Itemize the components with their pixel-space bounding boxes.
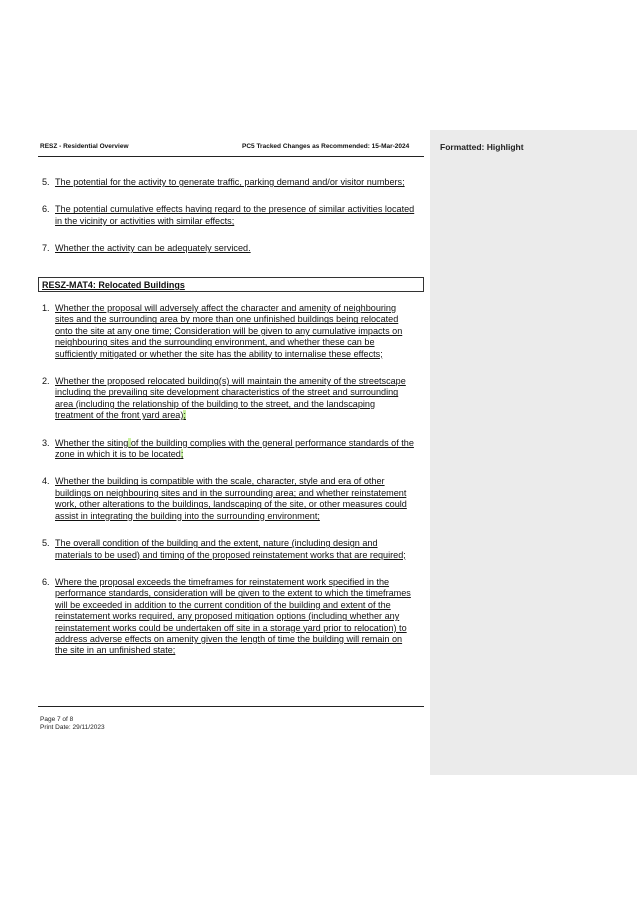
relocated-buildings-list [40, 303, 415, 657]
header-right: PC5 Tracked Changes as Recommended: 15-Mar-2024 [242, 143, 410, 150]
footer-rule [38, 706, 424, 707]
header-rule [38, 156, 424, 157]
page-number: Page 7 of 8 [40, 716, 74, 723]
list-item: 5. The potential for the activity to generate traffic, parking demand and/or visitor numbers; [42, 177, 405, 187]
list-item: 4. Whether the building is compatible with the scale, character, style and era of other buildings on neighbouring sites and in the surrounding area; and whether reinstatement work, other alterations to the buildings, landscaping of the site, or other measures could assist in integrating the building into the surrounding environment; [42, 476, 407, 521]
highlight-mark: ; [180, 449, 184, 460]
list-item: 5. The overall condition of the building and the extent, nature (including design and materials to be used) and timing of the proposed reinstatement works that are required; [42, 538, 406, 560]
list-item: 3. Whether the siting of the building complies with the general performance standards of the zone in which it is to be located; [42, 437, 414, 460]
header-left: RESZ - Residential Overview [40, 143, 129, 150]
section-title: RESZ-MAT4: Relocated Buildings [42, 280, 185, 290]
page-footer [40, 716, 105, 732]
list-item: 2. Whether the proposed relocated building(s) will maintain the amenity of the streetscape including the prevailing site development characteristics of the street and surrounding area (including the relationship of the building to the street, and the landscaping treatment of the front yard area); [42, 376, 406, 421]
list-item: 6. The potential cumulative effects having regard to the presence of similar activities located in the vicinity or activities with similar effects; [42, 204, 415, 226]
comment-label: Formatted: Highlight [440, 142, 524, 152]
print-date: Print Date: 29/11/2023 [40, 724, 105, 731]
highlight-mark: ; [183, 410, 186, 421]
section-heading-box [38, 277, 424, 292]
list-item: 7. Whether the activity can be adequately serviced. [42, 243, 251, 254]
criteria-list-continued [40, 177, 415, 255]
list-item: 6. Where the proposal exceeds the timeframes for reinstatement work specified in the performance standards, consideration will be given to the extent to which the timeframes will be exceeded in addition to the current condition of the building and extent of the reinstatement works required, any proposed mitigation options (including whether any reinstatement works could be undertaken off site in a storage yard prior to relocation) to address adverse effects on amenity given the length of time the building will remain on the site in an unfinished state; [42, 576, 411, 656]
comment-pane [430, 130, 637, 775]
list-item: 1. Whether the proposal will adversely affect the character and amenity of neighbouring sites and the surrounding area by more than one unfinished buildings being relocated onto the site at any one time; Consideration will be given to any cumulative impacts on neighbouring sites and the surrounding environment, and whether these can be sufficiently mitigated or whether the site has the ability to internalise these effects; [42, 303, 403, 359]
